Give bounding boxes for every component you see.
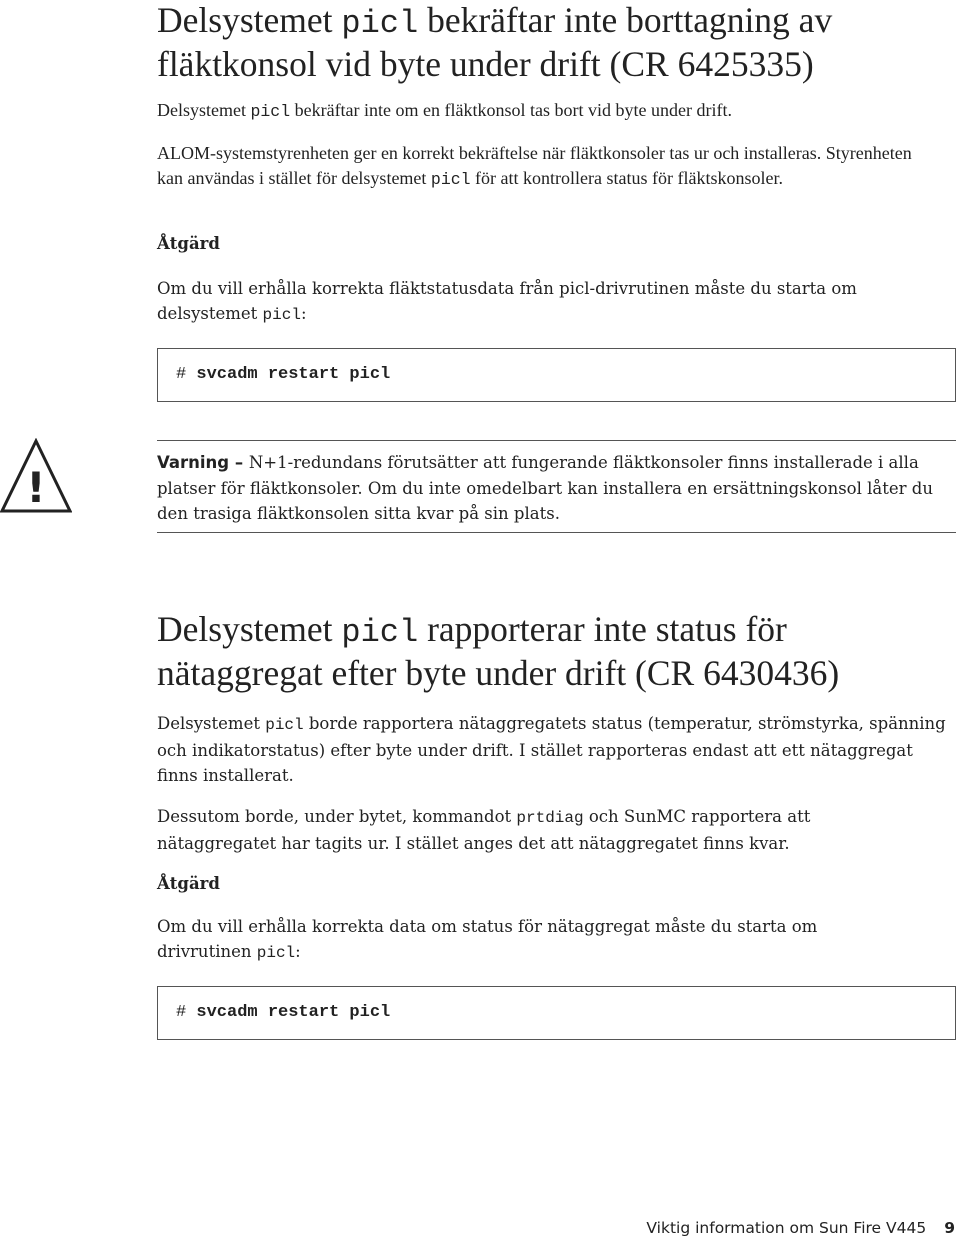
warning-label: Varning [157, 453, 230, 472]
section2-title-line2: nätaggregat efter byte under drift (CR 6430436) [157, 653, 840, 693]
section1-title-part-a: Delsystemet [157, 0, 342, 40]
warning-text [157, 450, 957, 527]
code-prompt: # [176, 365, 197, 384]
inline-code: picl [256, 944, 296, 962]
inline-code: picl [265, 716, 304, 734]
code-line [176, 1001, 390, 1025]
section1-paragraph-1: Delsystemet picl bekräftar inte om en fläktkonsol tas bort vid byte under drift. [157, 100, 732, 121]
section2-title-part-a: Delsystemet [157, 609, 342, 649]
warning-body: N+1-redundans förutsätter att fungerande fläktkonsoler finns installerade i alla platser för fläktkonsoler. Om du inte omedelbart kan installera en ersättningskonsol låter du den trasiga fläktkonsolen sitta kvar på sin plats. [157, 453, 933, 523]
section1-paragraph-2: ALOM-systemstyrenheten ger en korrekt bekräftelse när fläktkonsoler tas ur och installeras. Styrenheten kan användas i stället för delsystemet picl för att kontrollera status för fläktskonsoler. [157, 143, 912, 189]
section2-action-heading: Åtgärd [157, 874, 220, 893]
section2-paragraph-1: Delsystemet picl borde rapportera nätaggregatets status (temperatur, strömstyrka, spänning och indikatorstatus) efter byte under drift. I stället rapporteras endast att ett nätaggregat finns installerat. [157, 714, 946, 785]
section2-title [157, 609, 839, 693]
page-number: 9 [944, 1219, 955, 1237]
code-command: svcadm restart picl [196, 365, 391, 384]
code-command: svcadm restart picl [196, 1003, 391, 1022]
code-prompt: # [176, 1003, 197, 1022]
warning-bottom-rule [157, 532, 956, 533]
section2-title-part-b: rapporterar inte status för [418, 609, 787, 649]
footer-title: Viktig information om Sun Fire V445 [646, 1219, 927, 1237]
inline-code: picl [250, 102, 291, 121]
warning-top-rule [157, 440, 956, 441]
section1-action-heading: Åtgärd [157, 234, 220, 253]
section1-title-line2: fläktkonsol vid byte under drift (CR 6425335) [157, 44, 814, 84]
section1-title-code: picl [341, 5, 419, 42]
section2-paragraph-2: Dessutom borde, under bytet, kommandot prtdiag och SunMC rapportera att nätaggregatet har tagits ur. I stället anges det att nätaggregatet finns kvar. [157, 807, 811, 853]
code-block [157, 348, 956, 402]
page-footer [600, 1217, 955, 1239]
warning-exclamation-glyph: ! [26, 463, 46, 512]
section1-title-part-b: bekräftar inte borttagning av [418, 0, 833, 40]
section1-paragraph-3: Om du vill erhålla korrekta fläktstatusdata från picl-drivrutinen måste du starta om delsystemet picl: [157, 279, 857, 324]
section2-paragraph-3: Om du vill erhålla korrekta data om status för nätaggregat måste du starta om drivrutinen picl: [157, 917, 818, 962]
inline-code: prtdiag [516, 809, 584, 827]
section1-title [157, 0, 832, 84]
inline-code: picl [262, 306, 301, 324]
inline-code: picl [430, 170, 471, 189]
warning-dash: – [229, 453, 249, 472]
code-line [176, 363, 390, 387]
code-block [157, 986, 956, 1040]
section2-title-code: picl [341, 614, 419, 651]
warning-triangle-icon [0, 438, 72, 514]
